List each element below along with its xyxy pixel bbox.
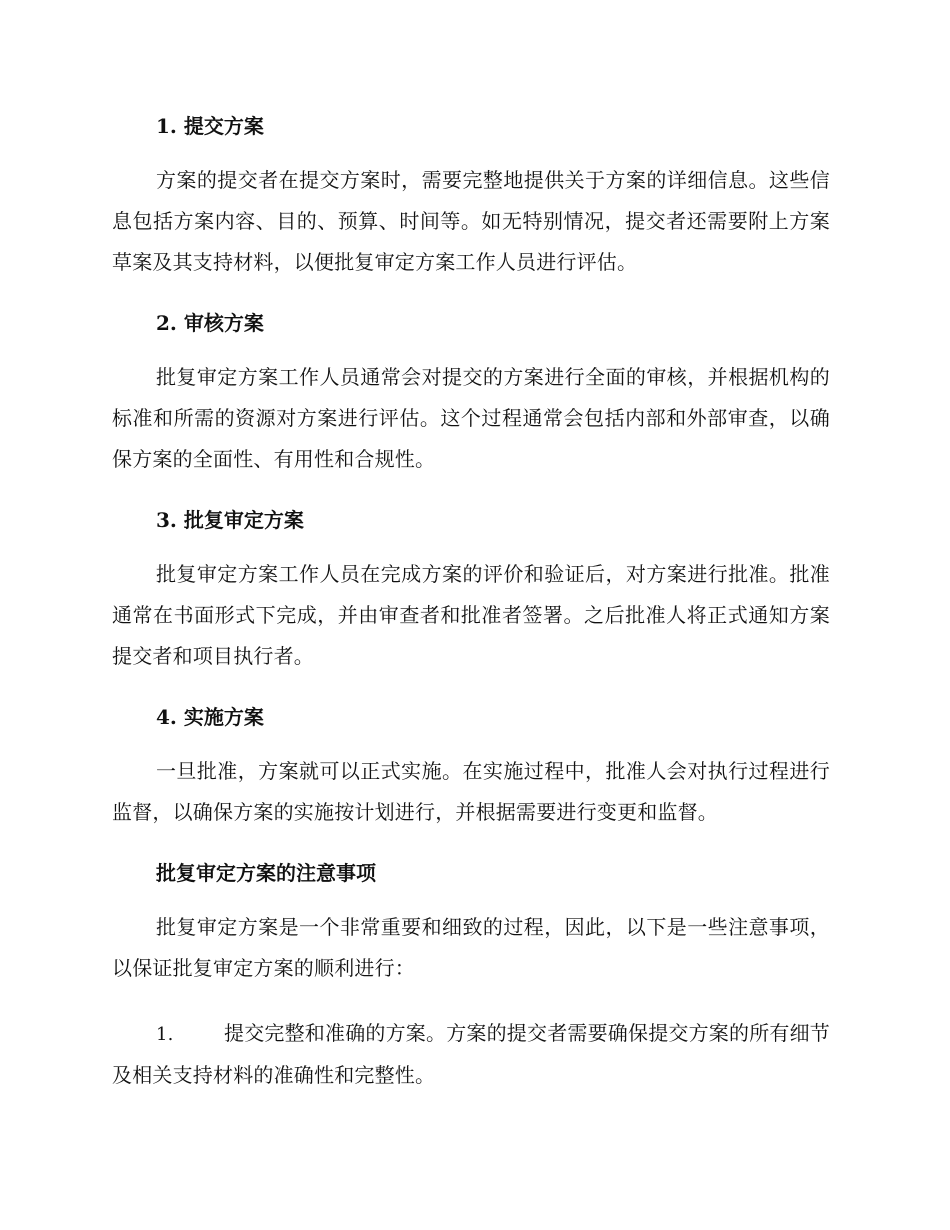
section-body-submit: 方案的提交者在提交方案时，需要完整地提供关于方案的详细信息。这些信息包括方案内容、目的、预算、时间等。如无特别情况，提交者还需要附上方案草案及其支持材料，以便批复审定方案工作人员进行评估。 <box>112 168 830 274</box>
list-item <box>112 1013 830 1096</box>
section-body-approve: 批复审定方案工作人员在完成方案的评价和验证后，对方案进行批准。批准通常在书面形式下完成，并由审查者和批准者签署。之后批准人将正式通知方案提交者和项目执行者。 <box>112 562 830 668</box>
section-heading-implement: 4. 实施方案 <box>156 705 264 729</box>
list-item-text: 提交完整和准确的方案。方案的提交者需要确保提交方案的所有细节及相关支持材料的准确性和完整性。 <box>112 1021 830 1087</box>
section-body-review: 批复审定方案工作人员通常会对提交的方案进行全面的审核，并根据机构的标准和所需的资源对方案进行评估。这个过程通常会包括内部和外部审查，以确保方案的全面性、有用性和合规性。 <box>112 365 830 471</box>
document-content <box>112 110 830 1096</box>
section-heading-review: 2. 审核方案 <box>156 311 264 335</box>
section-heading-notes: 批复审定方案的注意事项 <box>156 861 376 885</box>
section-body-notes: 批复审定方案是一个非常重要和细致的过程，因此，以下是一些注意事项，以保证批复审定方案的顺利进行： <box>112 915 830 980</box>
section-heading-submit: 1. 提交方案 <box>156 114 264 138</box>
section-body-implement: 一旦批准，方案就可以正式实施。在实施过程中，批准人会对执行过程进行监督，以确保方案的实施按计划进行，并根据需要进行变更和监督。 <box>112 759 830 824</box>
list-item-number: 1. <box>156 1024 174 1045</box>
section-heading-approve: 3. 批复审定方案 <box>156 508 304 532</box>
